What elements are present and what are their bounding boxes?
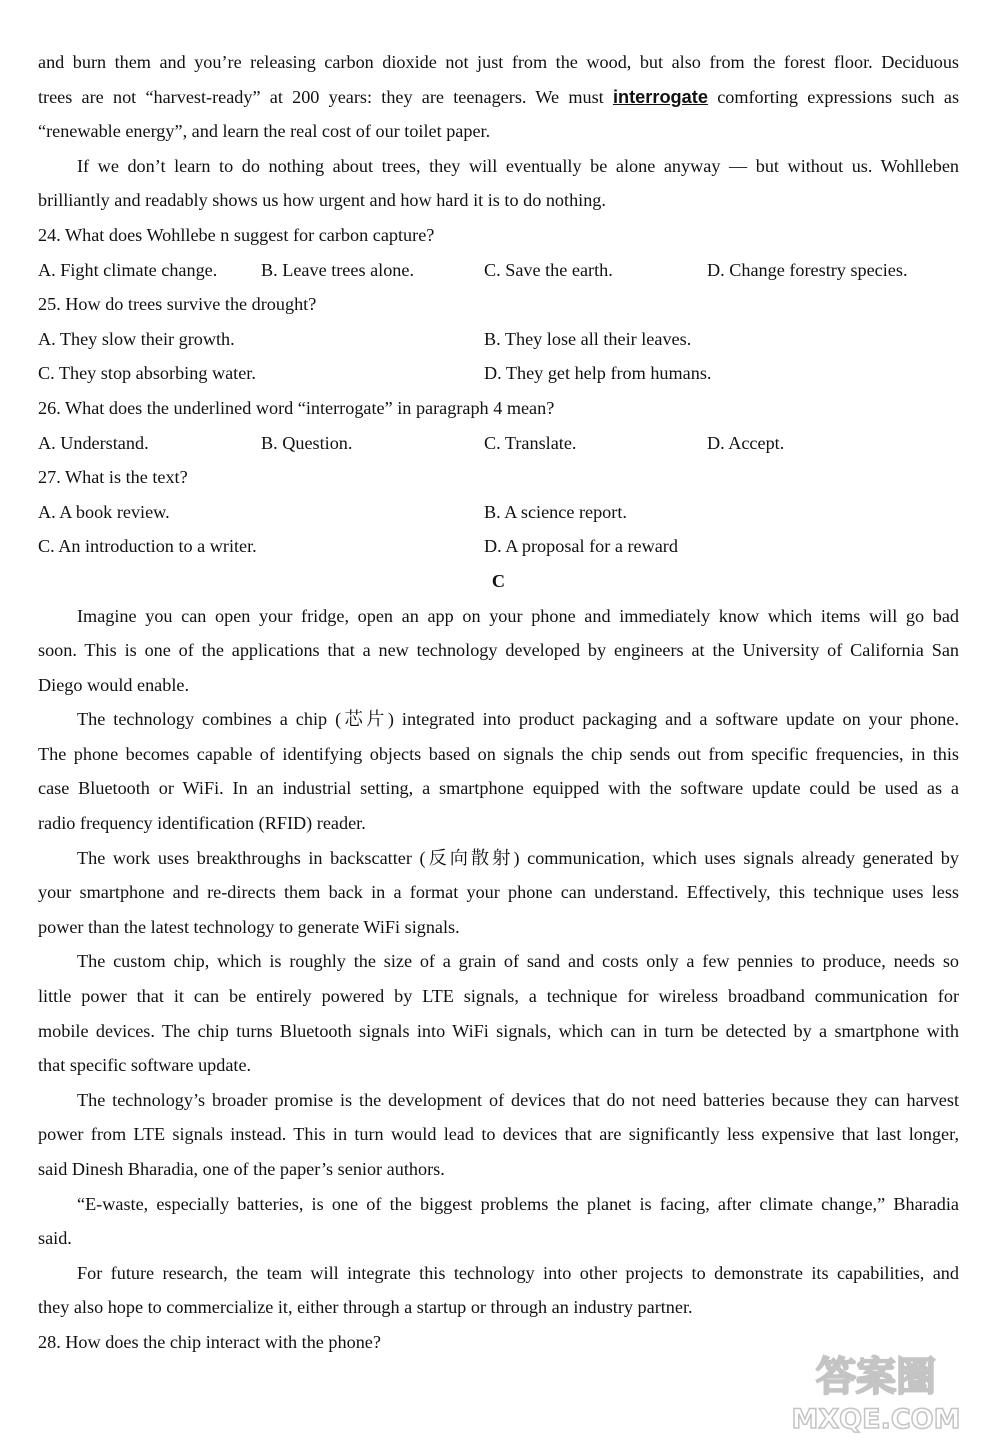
question-25-options [38,322,959,357]
text-line: “renewable energy”, and learn the real cost of our toilet paper. [38,121,491,142]
section-c-heading: C [491,570,506,591]
text-line: The phone becomes capable of identifying objects based on signals the chip sends out from specific frequencies, in this [38,743,959,764]
text-line: For future research, the team will integrate this technology into other projects to demonstrate its capabilities, and [77,1262,959,1283]
question-24-options [38,253,959,288]
option-d: D. Accept. [707,432,785,453]
question-26-stem: 26. What does the underlined word “interrogate” in paragraph 4 mean? [38,397,555,418]
watermark-text: 答案圈 [816,1354,936,1400]
option-b: B. Leave trees alone. [261,259,415,280]
option-a: A. They slow their growth. [38,328,235,349]
option-d: D. They get help from humans. [484,363,712,384]
watermark-url: MXQE.COM [791,1404,961,1435]
option-a: A. Understand. [38,432,149,453]
question-27-stem: 27. What is the text? [38,467,188,488]
text-line: power than the latest technology to generate WiFi signals. [38,916,460,937]
text-line: power from LTE signals instead. This in turn would lead to devices that are significantly less expensive that last longer, [38,1124,959,1145]
underlined-keyword: interrogate [612,86,708,107]
text-line: If we don’t learn to do nothing about trees, they will eventually be alone anyway — but without us. Wohlleben [77,155,959,176]
option-c: C. Save the earth. [484,259,613,280]
option-c: C. An introduction to a writer. [38,536,257,557]
text-line: said Dinesh Bharadia, one of the paper’s senior authors. [38,1159,445,1179]
question-24-stem: 24. What does Wohllebe n suggest for carbon capture? [38,224,435,245]
text-line: radio frequency identification (RFID) reader. [38,813,366,834]
watermark-logo [776,1342,976,1437]
text-line: said. [38,1228,72,1249]
question-27-options [38,529,959,564]
text-line: Diego would enable. [38,674,190,695]
text-line: “E-waste, especially batteries, is one of the biggest problems the planet is facing, after climate change,” Bharadia [77,1193,959,1214]
option-a: A. Fight climate change. [38,259,218,280]
question-27-options [38,495,959,530]
option-c: C. Translate. [484,432,577,453]
document-page [38,45,959,1360]
text-line: trees are not “harvest-ready” at 200 years: they are teenagers. We must interrogate comforting expressions such as [38,86,959,107]
text-line: brilliantly and readably shows us how urgent and how hard it is to do nothing. [38,190,606,211]
text-line: soon. This is one of the applications that a new technology developed by engineers at the University of California San [38,640,959,661]
option-a: A. A book review. [38,501,170,522]
text-line: and burn them and you’re releasing carbon dioxide not just from the wood, but also from the forest floor. Deciduous [38,52,959,72]
option-b: B. They lose all their leaves. [484,328,692,349]
text-line: Imagine you can open your fridge, open an app on your phone and immediately know which items will go bad [77,605,959,626]
option-b: B. Question. [261,432,353,453]
text-line: The technology’s broader promise is the development of devices that do not need batteries because they can harvest [77,1089,959,1110]
option-c: C. They stop absorbing water. [38,363,256,384]
question-26-options [38,426,959,461]
option-d: D. Change forestry species. [707,259,908,280]
text-line: little power that it can be entirely powered by LTE signals, a technique for wireless broadband communication for [38,986,959,1007]
text-line: your smartphone and re-directs them back in a format your phone can understand. Effectively, this technique uses less [38,882,959,903]
text-line: case Bluetooth or WiFi. In an industrial setting, a smartphone equipped with the software update could be used as a [38,778,959,799]
text-line: they also hope to commercialize it, either through a startup or through an industry partner. [38,1297,693,1318]
option-d: D. A proposal for a reward [484,536,678,557]
text-line: that specific software update. [38,1055,252,1076]
question-28-stem: 28. How does the chip interact with the phone? [38,1331,381,1352]
option-b: B. A science report. [484,501,627,522]
question-25-stem: 25. How do trees survive the drought? [38,294,317,315]
text-line: mobile devices. The chip turns Bluetooth signals into WiFi signals, which can in turn be detected by a smartphone with [38,1020,959,1041]
question-25-options [38,356,959,391]
text-line: The technology combines a chip (芯片) integrated into product packaging and a software update on your phone. [77,709,959,730]
text-line: The custom chip, which is roughly the size of a grain of sand and costs only a few pennies to produce, needs so [77,951,959,972]
text-line: The work uses breakthroughs in backscatter (反向散射) communication, which uses signals already generated by [77,847,959,868]
